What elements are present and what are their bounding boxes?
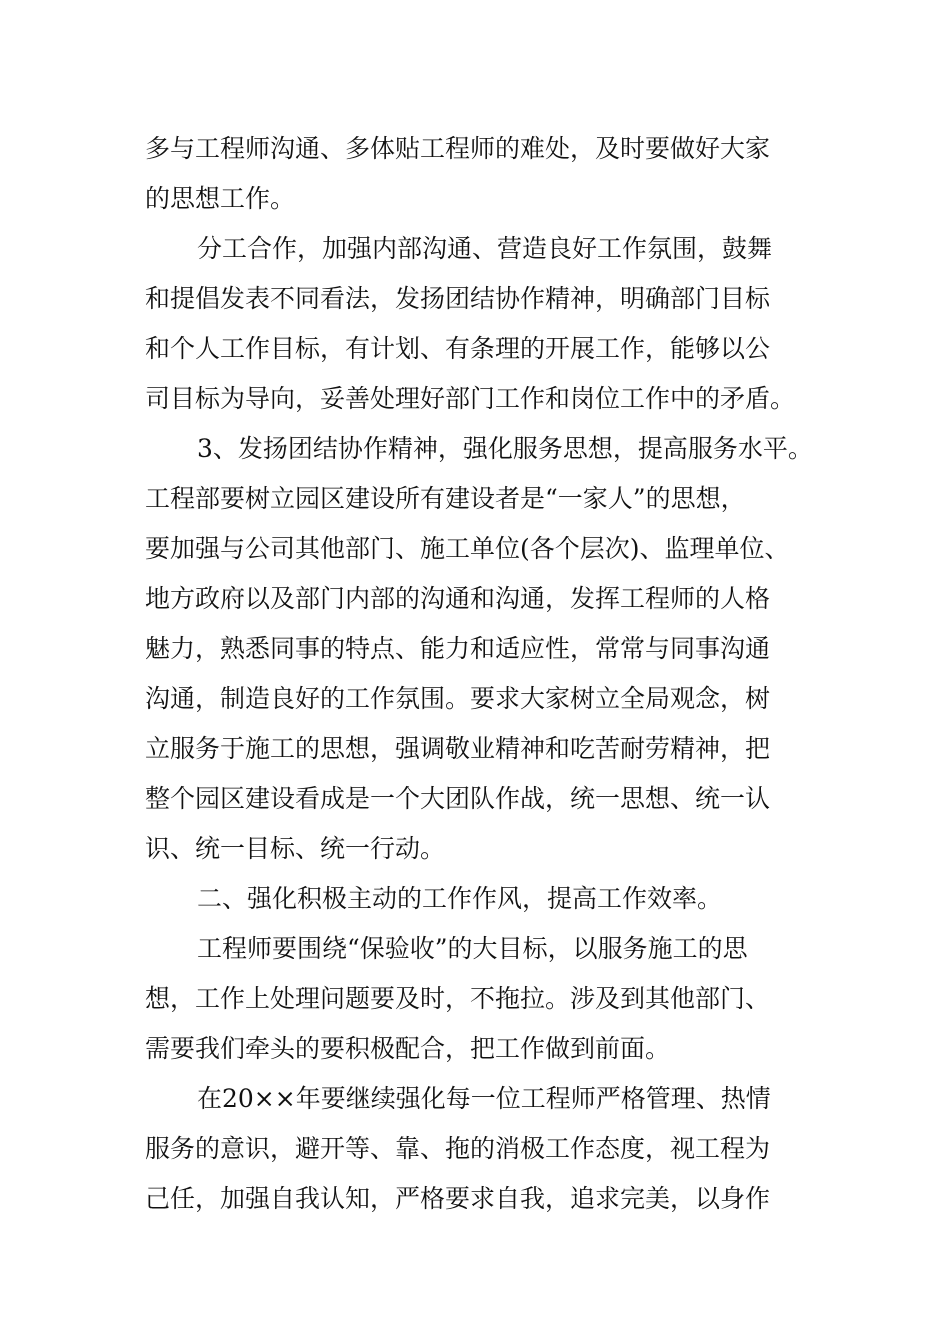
text-line: 和提倡发表不同看法，发扬团结协作精神，明确部门目标	[145, 284, 771, 313]
text-line: 二、强化积极主动的工作作风，提高工作效率。	[197, 884, 723, 913]
text-line: 多与工程师沟通、多体贴工程师的难处，及时要做好大家	[145, 134, 771, 163]
text-line: 沟通，制造良好的工作氛围。要求大家树立全局观念，树	[145, 684, 771, 713]
text-line: 司目标为导向，妥善处理好部门工作和岗位工作中的矛盾。	[145, 384, 796, 413]
text-line: 工程师要围绕“保验收”的大目标，以服务施工的思	[197, 934, 748, 963]
text-line: 需要我们牵头的要积极配合，把工作做到前面。	[145, 1034, 671, 1063]
text-line: 立服务于施工的思想，强调敬业精神和吃苦耐劳精神，把	[145, 734, 771, 763]
text-line: 地方政府以及部门内部的沟通和沟通，发挥工程师的人格	[145, 584, 771, 613]
text-line: 己任，加强自我认知，严格要求自我，追求完美，以身作	[145, 1184, 771, 1213]
text-line: 在20××年要继续强化每一位工程师严格管理、热情	[197, 1084, 771, 1113]
text-line: 要加强与公司其他部门、施工单位(各个层次)、监理单位、	[145, 534, 790, 563]
text-line: 的思想工作。	[145, 184, 296, 213]
text-line: 工程部要树立园区建设所有建设者是“一家人”的思想，	[145, 484, 746, 513]
text-line: 识、统一目标、统一行动。	[145, 834, 446, 863]
text-line: 想，工作上处理问题要及时，不拖拉。涉及到其他部门、	[145, 984, 771, 1013]
document-body	[145, 124, 825, 1224]
text-line: 服务的意识，避开等、靠、拖的消极工作态度，视工程为	[145, 1134, 771, 1163]
text-line: 魅力，熟悉同事的特点、能力和适应性，常常与同事沟通	[145, 634, 771, 663]
text-line: 和个人工作目标，有计划、有条理的开展工作，能够以公	[145, 334, 771, 363]
text-line: 3、发扬团结协作精神，强化服务思想，提高服务水平。	[197, 434, 813, 463]
text-line: 整个园区建设看成是一个大团队作战，统一思想、统一认	[145, 784, 771, 813]
text-line: 分工合作，加强内部沟通、营造良好工作氛围，鼓舞	[197, 234, 773, 263]
